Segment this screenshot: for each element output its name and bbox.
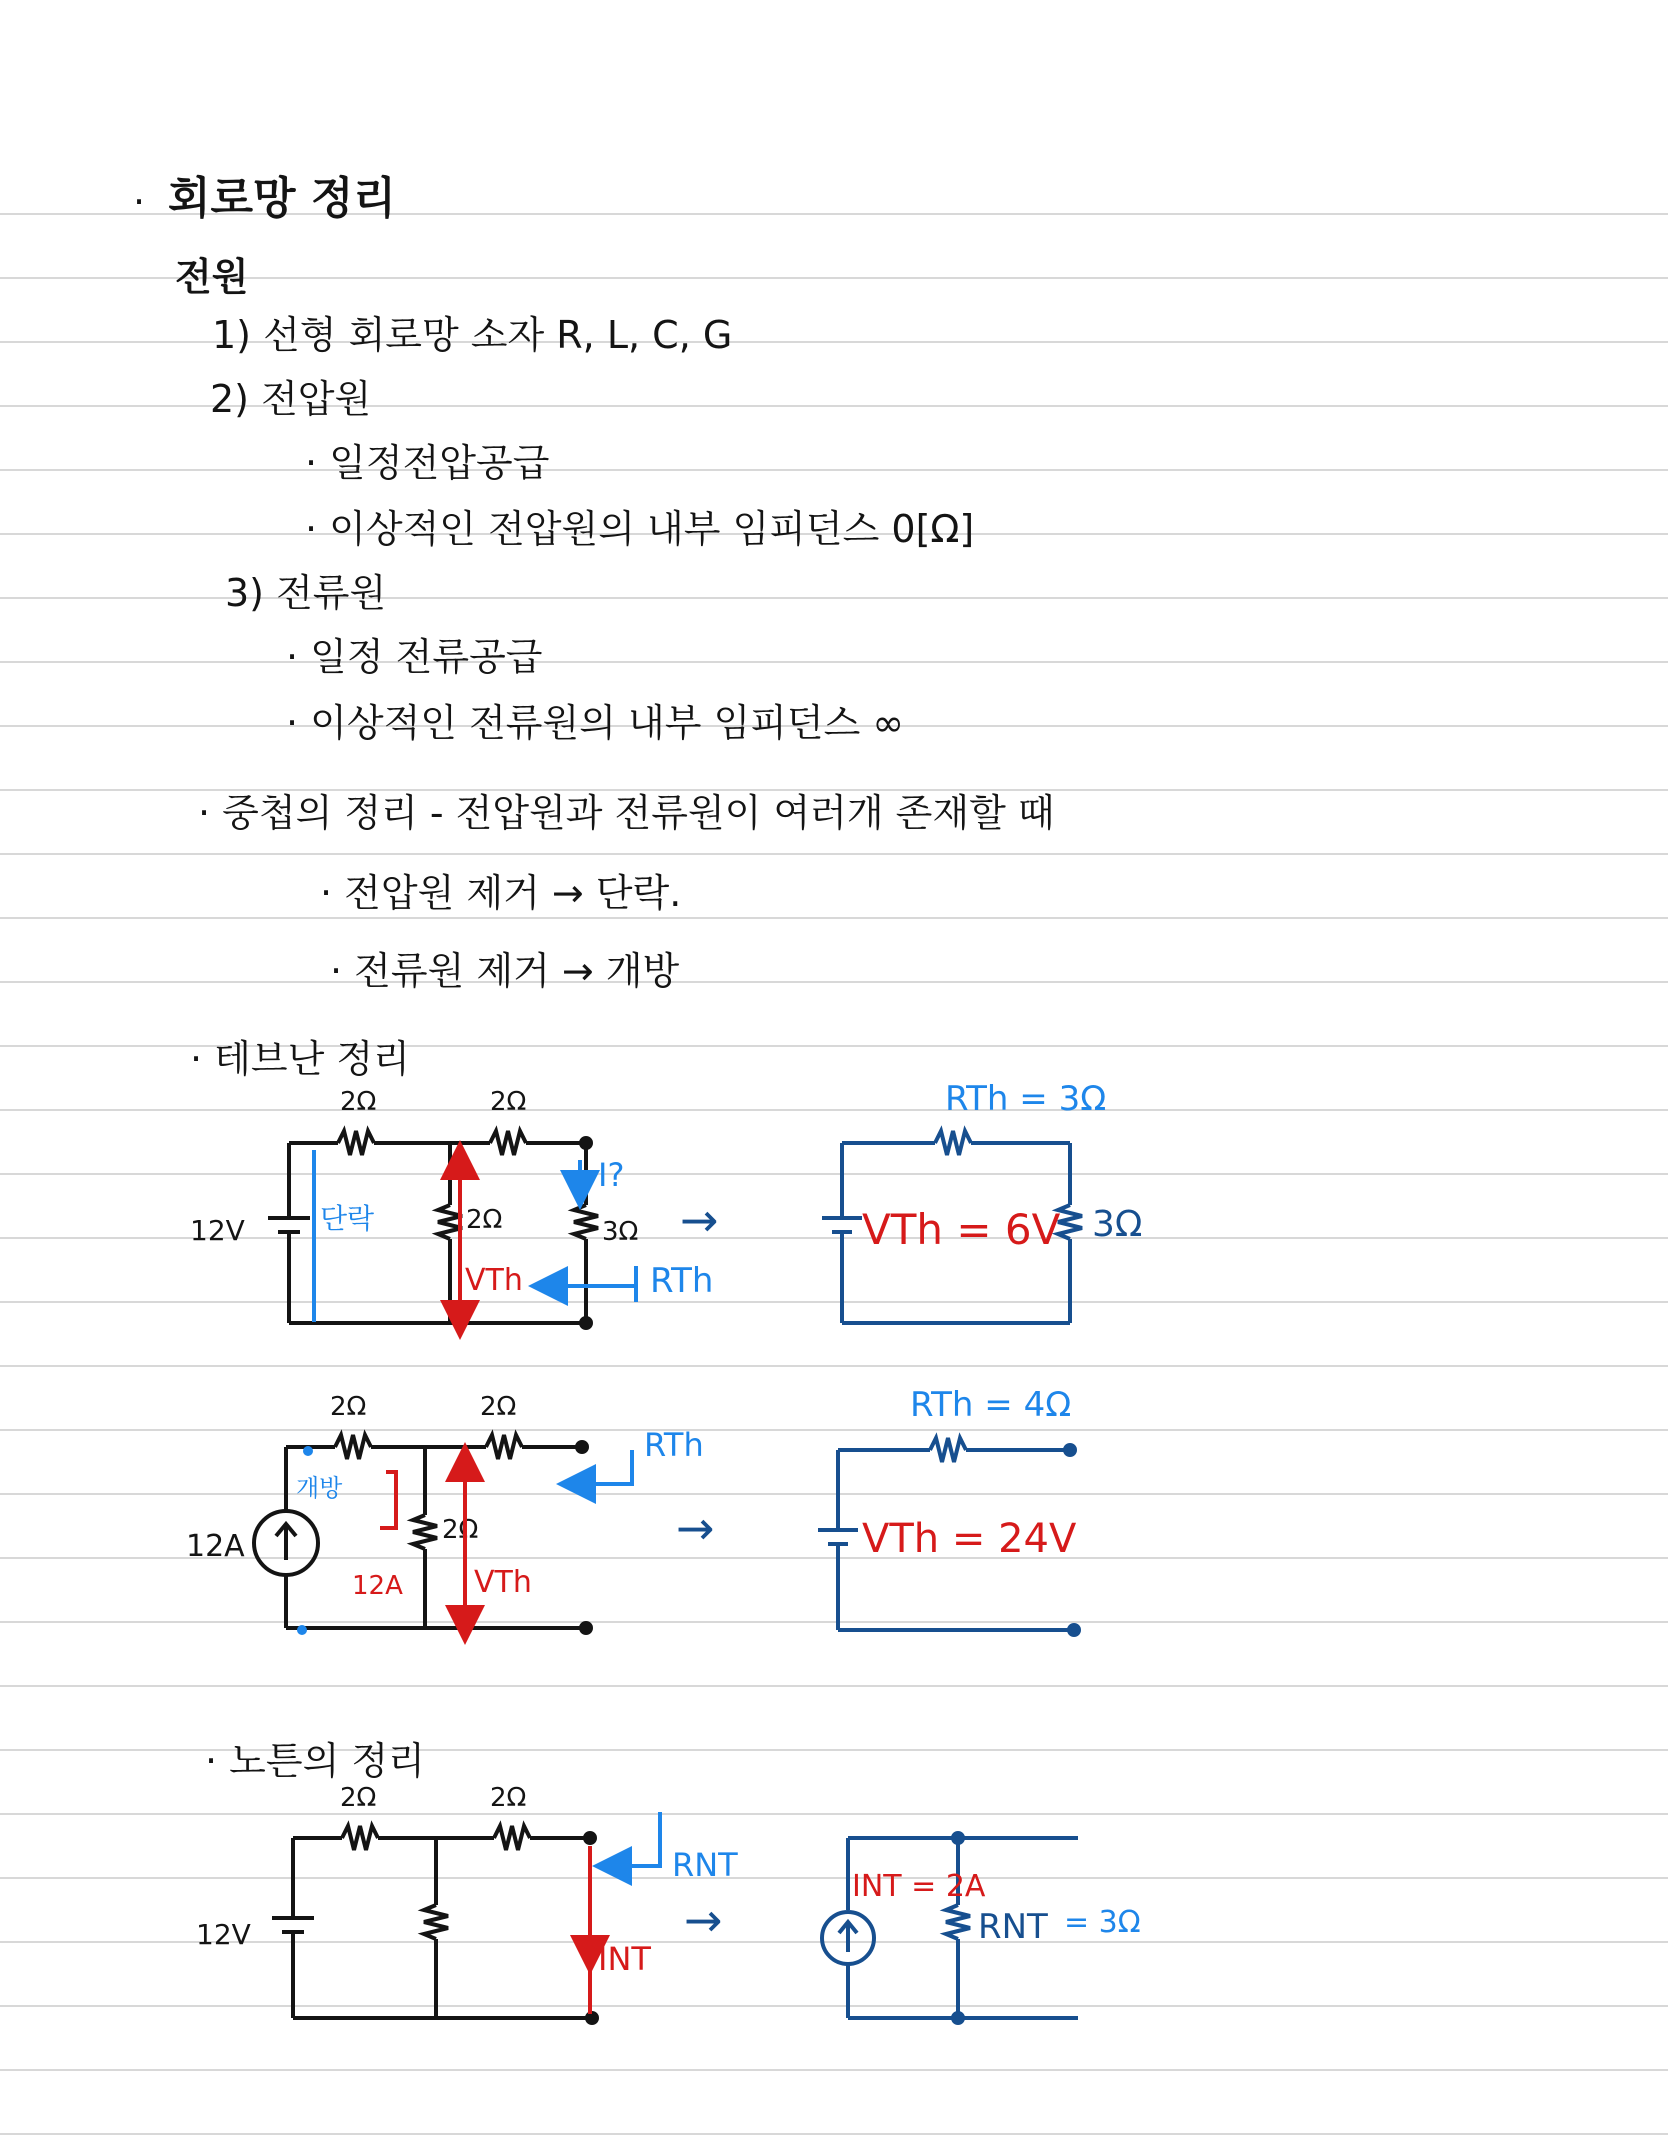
- thevenin-circuit-1-annotations: [190, 1087, 719, 1322]
- label-r2: 2Ω: [490, 1087, 527, 1117]
- label-equiv-vth: VTh = 6V: [862, 1205, 1061, 1254]
- label-source-12v: 12V: [196, 1918, 251, 1951]
- label-vth: VTh: [465, 1263, 523, 1298]
- label-rth: RTh: [650, 1261, 714, 1301]
- superposition-title: · 중첩의 정리 - 전압원과 전류원이 여러개 존재할 때: [198, 791, 1055, 835]
- label-short: 단락: [320, 1202, 375, 1235]
- thevenin-circuit-2: [254, 1435, 591, 1633]
- item-voltage-impedance: · 이상적인 전압원의 내부 임피던스 0[Ω]: [305, 507, 975, 551]
- resistor-symbol: [574, 1205, 598, 1239]
- resistor-symbol: [930, 1438, 966, 1462]
- label-equiv-rnt: RNT: [978, 1907, 1048, 1947]
- rnt-arrow: [612, 1812, 660, 1866]
- page-title: 회로망 정리: [168, 173, 396, 224]
- label-r2: 2Ω: [490, 1783, 527, 1813]
- label-source-12v: 12V: [190, 1214, 245, 1247]
- rth-arrow: [576, 1450, 632, 1484]
- thevenin-circuit-2-annotations: [186, 1392, 715, 1635]
- label-r2: 2Ω: [480, 1392, 517, 1422]
- resistor-symbol: [935, 1131, 971, 1155]
- label-source-12a: 12A: [186, 1529, 245, 1564]
- label-equiv-int: INT = 2A: [852, 1869, 986, 1904]
- norton-circuit-annotations: [196, 1783, 738, 2014]
- transform-arrow: →: [684, 1893, 723, 1947]
- label-equiv-r-load: 3Ω: [1092, 1204, 1143, 1245]
- label-equiv-vth: VTh = 24V: [862, 1516, 1077, 1562]
- resistor-symbol: [424, 1905, 448, 1939]
- item-constant-voltage: · 일정전압공급: [305, 441, 550, 485]
- item-linear-elements: 1) 선형 회로망 소자 R, L, C, G: [212, 313, 733, 357]
- resistor-symbol: [946, 1905, 970, 1939]
- label-rth: RTh: [644, 1426, 704, 1464]
- norton-equivalent-annotations: [852, 1869, 1141, 1947]
- superposition-item-current: · 전류원 제거 → 개방: [330, 949, 680, 993]
- title-bullet: ·: [133, 180, 146, 224]
- label-rnt: RNT: [672, 1846, 738, 1884]
- thevenin-title: · 테브난 정리: [190, 1037, 410, 1081]
- norton-circuit: [272, 1826, 597, 2023]
- label-r-mid: 2Ω: [466, 1205, 503, 1235]
- label-r-load: 3Ω: [602, 1217, 639, 1247]
- thevenin-equivalent-1-annotations: [862, 1079, 1142, 1254]
- label-equiv-rth: RTh = 3Ω: [945, 1079, 1107, 1119]
- resistor-symbol: [1058, 1205, 1082, 1239]
- label-current-12a: 12A: [352, 1571, 403, 1601]
- resistor-symbol: [338, 1131, 374, 1155]
- resistor-symbol: [494, 1826, 530, 1850]
- section-subtitle: 전원: [175, 255, 249, 299]
- resistor-symbol: [490, 1131, 526, 1155]
- resistor-symbol: [486, 1435, 522, 1459]
- resistor-symbol: [342, 1826, 378, 1850]
- superposition-item-voltage: · 전압원 제거 → 단락.: [320, 871, 682, 915]
- label-int: INT: [598, 1940, 651, 1978]
- label-current-q: I?: [598, 1156, 625, 1194]
- label-equiv-rth: RTh = 4Ω: [910, 1385, 1072, 1425]
- resistor-symbol: [335, 1435, 371, 1459]
- label-r1: 2Ω: [330, 1392, 367, 1422]
- thevenin-circuit-1: [268, 1131, 598, 1328]
- norton-title: · 노튼의 정리: [205, 1739, 425, 1783]
- resistor-symbol: [413, 1515, 437, 1549]
- label-r1: 2Ω: [340, 1087, 377, 1117]
- label-equiv-rnt-value: = 3Ω: [1064, 1905, 1141, 1940]
- label-open: 개방: [296, 1474, 343, 1502]
- label-r-mid: 2Ω: [442, 1515, 479, 1545]
- item-current-impedance: · 이상적인 전류원의 내부 임피던스 ∞: [286, 701, 905, 745]
- label-vth: VTh: [474, 1565, 532, 1600]
- label-r1: 2Ω: [340, 1783, 377, 1813]
- thevenin-equivalent-2-annotations: [862, 1385, 1077, 1562]
- item-current-source: 3) 전류원: [225, 571, 387, 615]
- transform-arrow: →: [676, 1501, 715, 1555]
- transform-arrow: →: [680, 1193, 719, 1247]
- item-voltage-source: 2) 전압원: [210, 377, 372, 421]
- item-constant-current: · 일정 전류공급: [286, 635, 543, 679]
